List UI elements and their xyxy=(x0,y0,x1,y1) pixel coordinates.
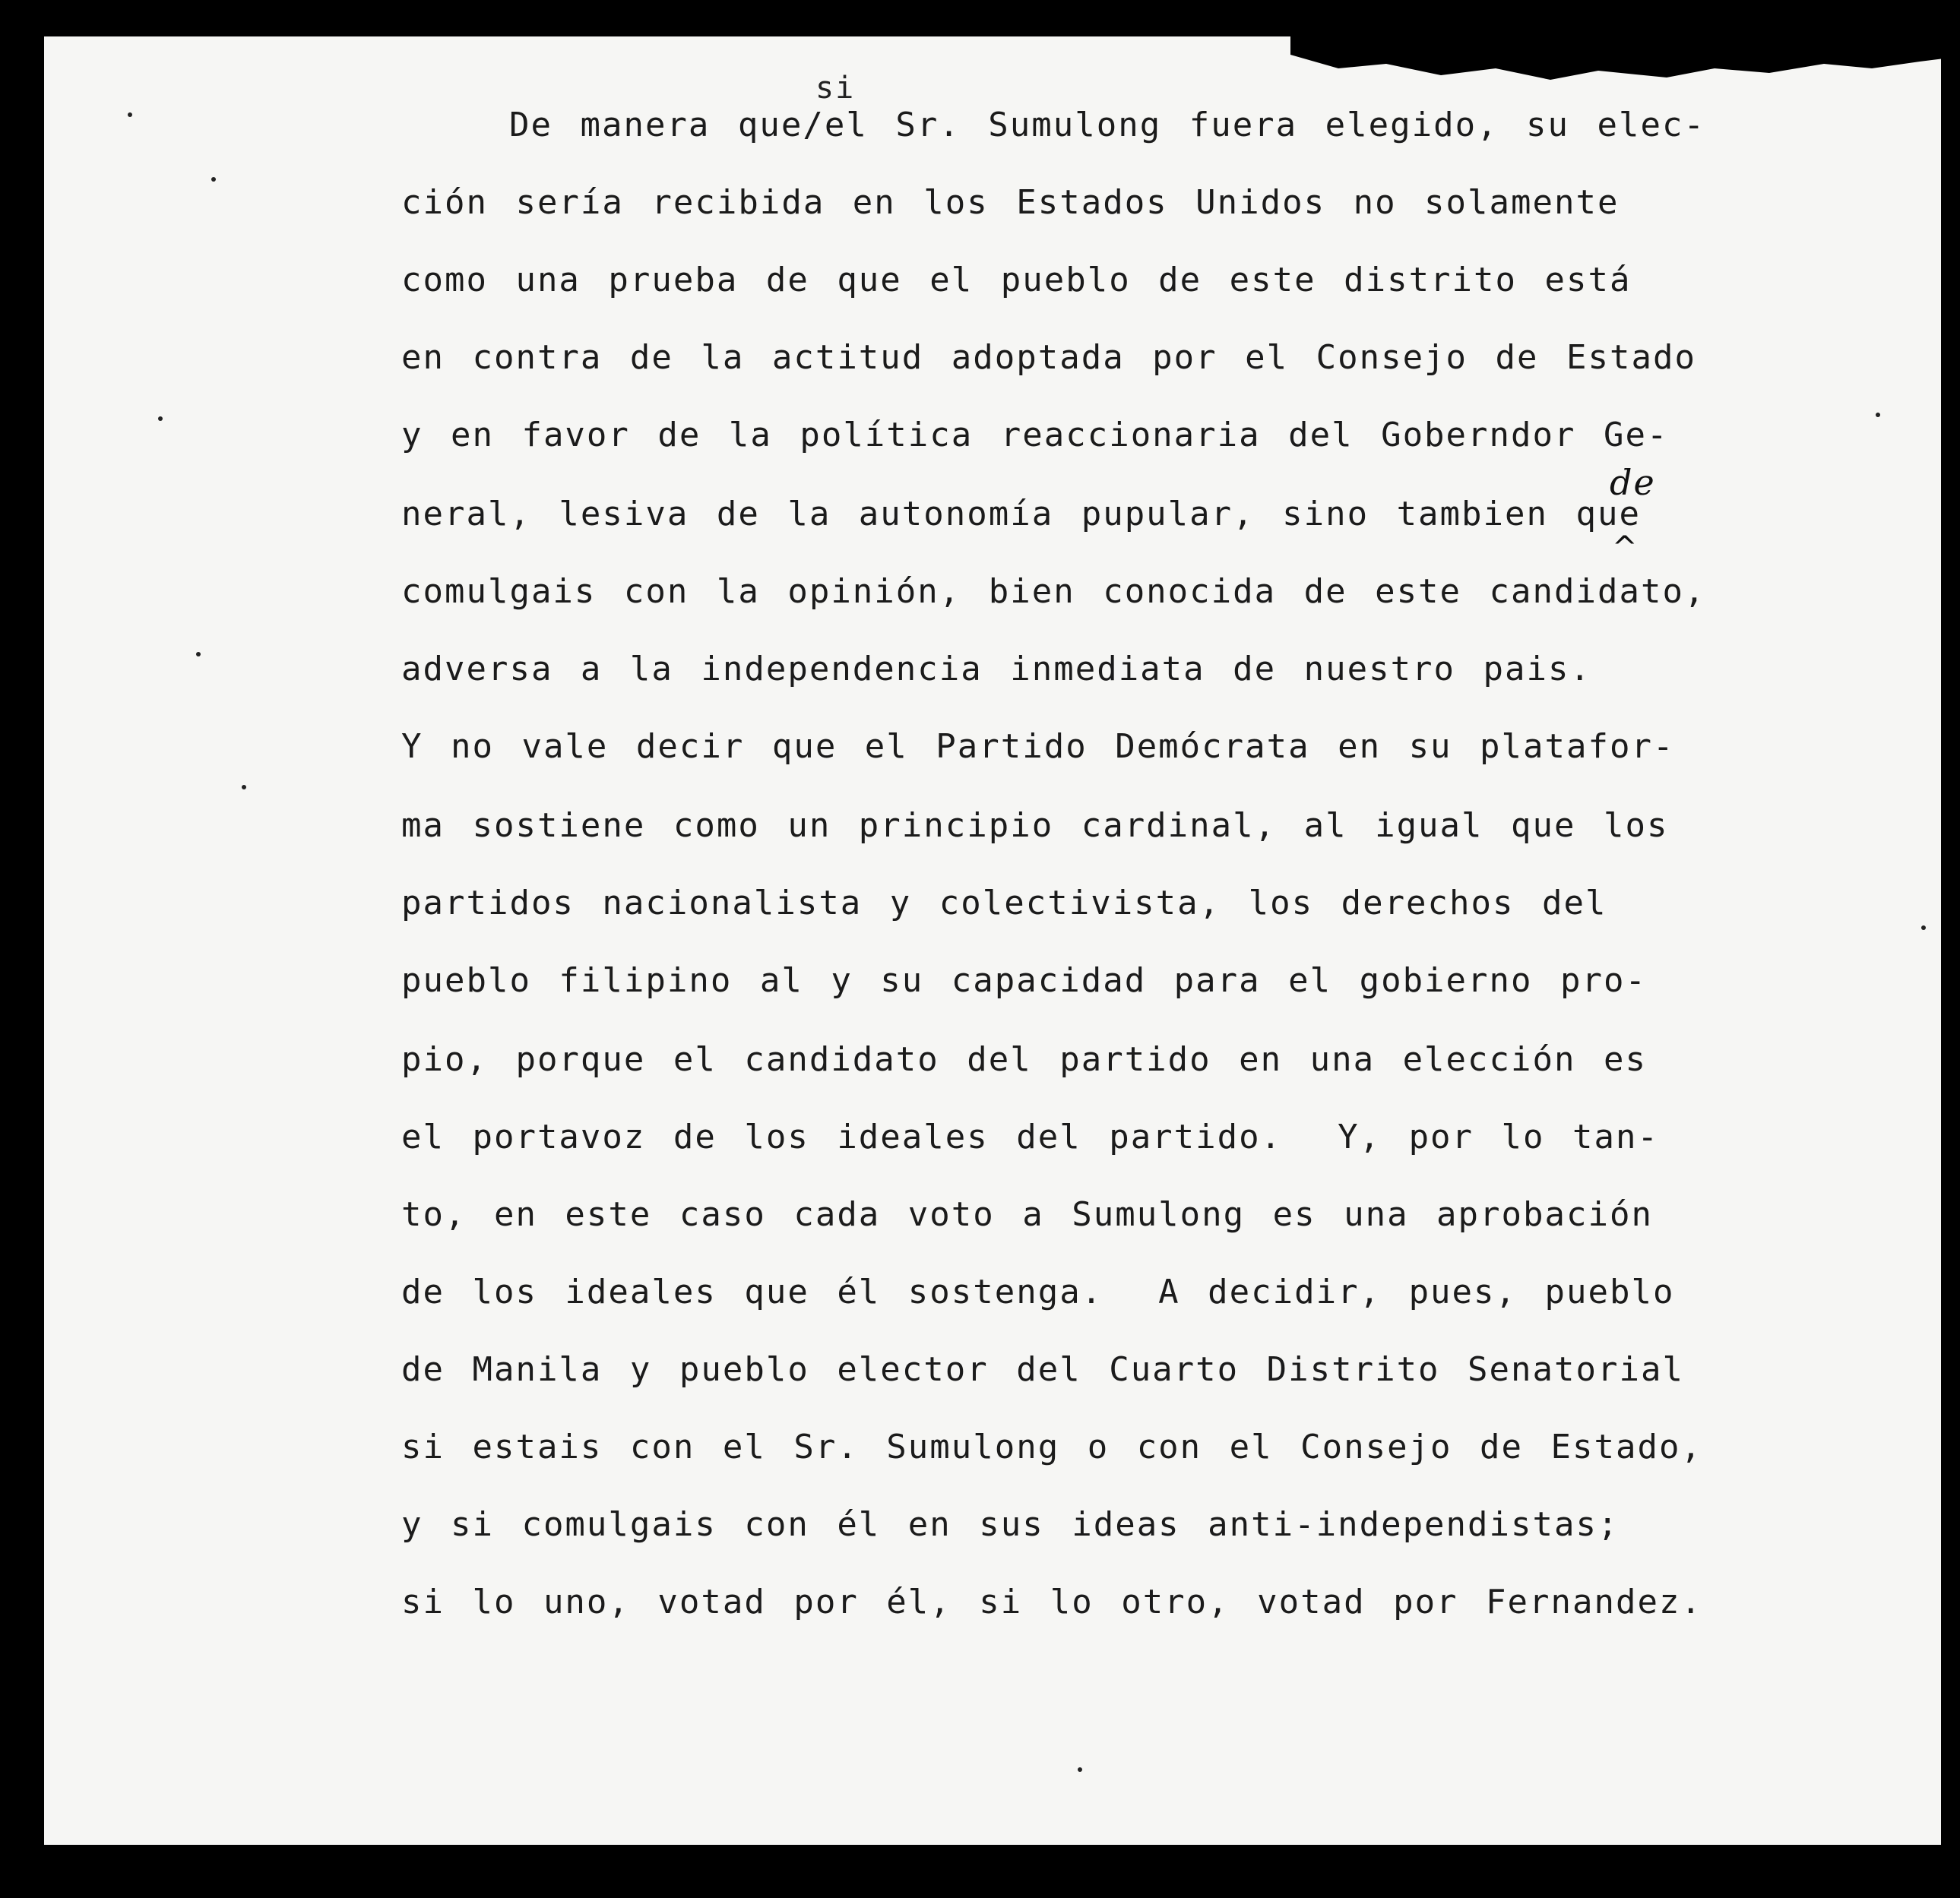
text-line-5: y en favor de la política reaccionaria del Goberndor Ge- xyxy=(401,416,1669,454)
text-line-19: y si comulgais con él en sus ideas anti-independistas; xyxy=(401,1505,1620,1544)
text-line-20: si lo uno, votad por él, si lo otro, votad por Fernandez. xyxy=(401,1583,1702,1621)
text-line-15: to, en este caso cada voto a Sumulong es una aprobación xyxy=(401,1195,1653,1234)
text-line-18: si estais con el Sr. Sumulong o con el Consejo de Estado, xyxy=(401,1428,1702,1466)
text-line-10: ma sostiene como un principio cardinal, al igual que los xyxy=(401,806,1669,845)
text-line-12: pueblo filipino al y su capacidad para el gobierno pro- xyxy=(401,961,1647,1000)
text-line-1: De manera que/el Sr. Sumulong fuera elegido, su elec- xyxy=(509,106,1705,144)
text-line-8: adversa a la independencia inmediata de nuestro pais. xyxy=(401,650,1591,688)
text-line-14: el portavoz de los ideales del partido. Y, por lo tan- xyxy=(401,1118,1659,1156)
text-line-4: en contra de la actitud adoptada por el Consejo de Estado xyxy=(401,338,1696,377)
text-line-13: pio, porque el candidato del partido en una elección es xyxy=(401,1040,1647,1079)
text-line-3: como una prueba de que el pueblo de este distrito está xyxy=(401,261,1632,299)
typed-insertion-si: si xyxy=(815,71,856,106)
text-line-16: de los ideales que él sostenga. A decidir, pues, pueblo xyxy=(401,1273,1675,1311)
text-line-7: comulgais con la opinión, bien conocida de este candidato, xyxy=(401,572,1706,611)
text-line-11: partidos nacionalista y colectivista, los derechos del xyxy=(401,884,1607,922)
text-line-6: neral, lesiva de la autonomía pupular, sino tambien que xyxy=(401,495,1641,533)
text-line-17: de Manila y pueblo elector del Cuarto Distrito Senatorial xyxy=(401,1350,1684,1389)
text-line-2: ción sería recibida en los Estados Unidos no solamente xyxy=(401,183,1620,222)
handwritten-insertion-de: de xyxy=(1610,462,1656,503)
text-line-9: Y no vale decir que el Partido Demócrata en su platafor- xyxy=(401,727,1675,766)
insertion-caret: ^ xyxy=(1612,530,1639,565)
document-page xyxy=(44,36,1941,1845)
typed-text-body xyxy=(44,36,1941,1845)
